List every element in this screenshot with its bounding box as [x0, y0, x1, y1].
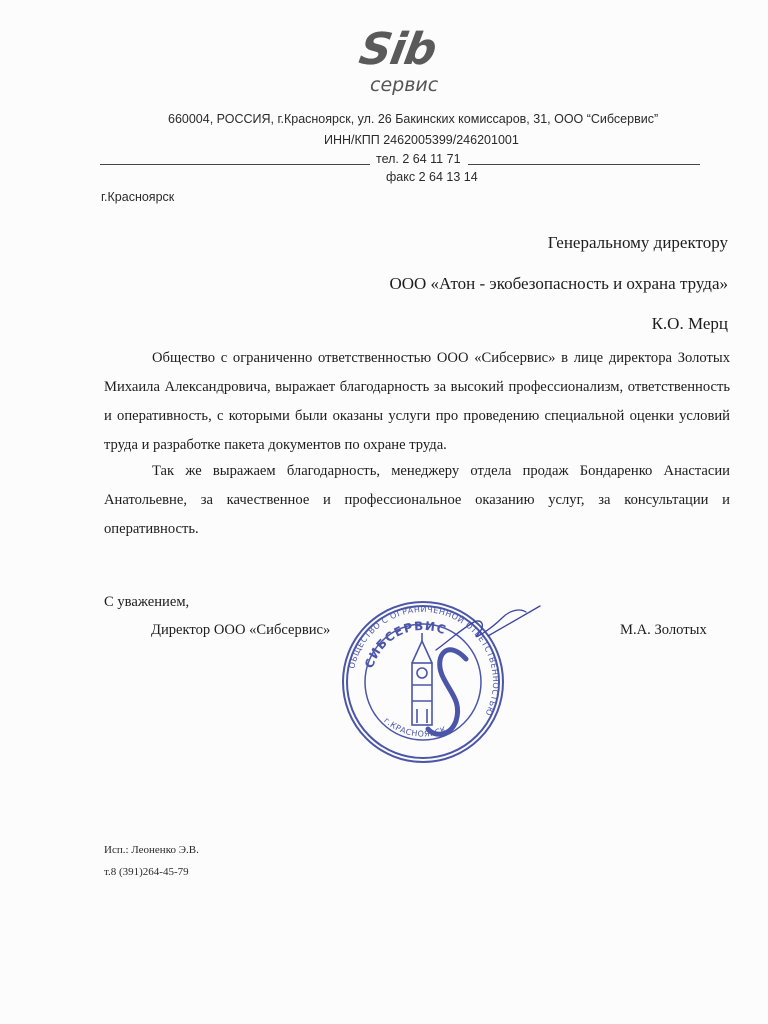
letterhead-inn-kpp: ИНН/КПП 2462005399/246201001 — [324, 133, 519, 147]
sender-city: г.Красноярск — [101, 190, 175, 204]
closing-regards: С уважением, — [104, 594, 190, 610]
seal-city-text: г.КРАСНОЯРСК — [382, 715, 448, 739]
letterhead-rule-left — [100, 164, 370, 165]
seal-inner-text: СИБСЕРВИС — [362, 618, 449, 671]
tower-icon — [412, 633, 432, 725]
signer-name: М.А. Золотых — [620, 622, 707, 638]
addressee-name: К.О. Мерц — [651, 314, 728, 333]
addressee-organization: ООО «Атон - экобезопасность и охрана труда» — [389, 274, 728, 293]
seal-outer-text: ОБЩЕСТВО С ОГРАНИЧЕННОЙ ОТВЕТСТВЕННОСТЬЮ — [347, 604, 501, 718]
logo-mark: Sib — [355, 24, 440, 75]
letterhead-rule-right — [468, 164, 700, 165]
company-logo — [355, 24, 500, 98]
executor-phone: т.8 (391)264-45-79 — [104, 866, 189, 878]
addressee-position: Генеральному директору — [547, 233, 728, 252]
letterhead-address: 660004, РОССИЯ, г.Красноярск, ул. 26 Бакинских комиссаров, 31, ООО “Сибсервис” — [168, 112, 659, 126]
letterhead-phone: тел. 2 64 11 71 — [376, 152, 461, 166]
executor-name: Исп.: Леоненко Э.В. — [104, 844, 199, 856]
body-paragraph: Так же выражаем благодарность, менеджеру отдела продаж Бондаренко Анастасии Анатольевне, за качественное и профессиональное оказанию услуг, за консультации и оперативность. — [104, 463, 730, 537]
body-paragraph: Общество с ограниченно ответственностью ООО «Сибсервис» в лице директора Золотых Михаила Александровича, выражает благодарность за высокий профессионализм, ответственность и оперативность, с которыми были оказаны услуги про проведению специальной оценки условий труда и разработке пакета документов по охране труда. — [104, 350, 730, 453]
letterhead-fax: факс 2 64 13 14 — [386, 170, 478, 184]
handwritten-signature — [430, 600, 550, 660]
s-swoosh-icon — [428, 650, 466, 734]
signer-title: Директор ООО «Сибсервис» — [151, 622, 331, 638]
logo-subtitle: сервис — [370, 74, 439, 96]
